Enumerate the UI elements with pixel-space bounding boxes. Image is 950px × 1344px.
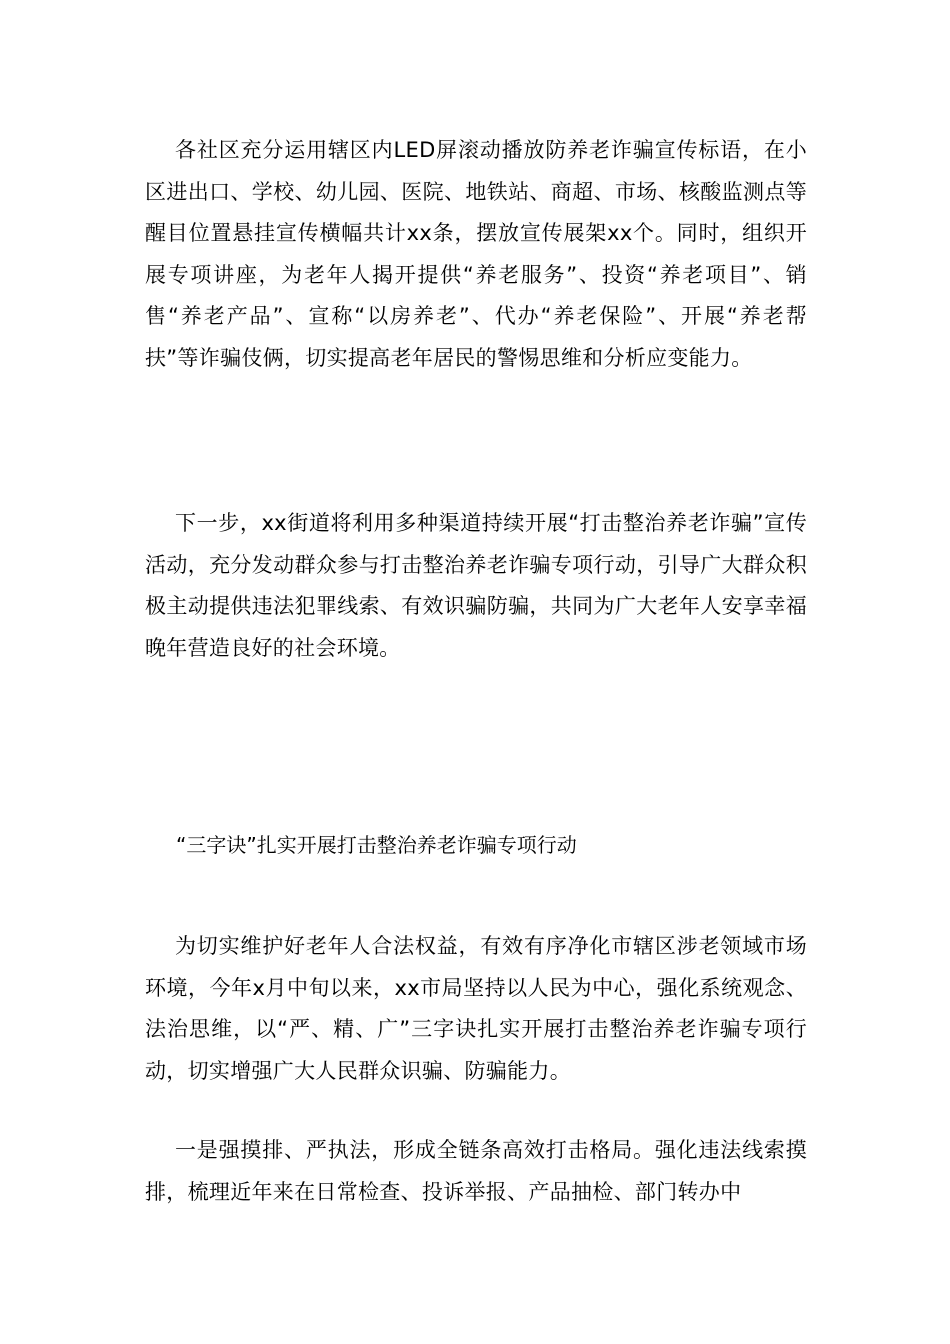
body-paragraph: 下一步，xx街道将利用多种渠道持续开展“打击整治养老诈骗”宣传活动，充分发动群众参与打击整治养老诈骗专项行动，引导广大群众积极主动提供违法犯罪线索、有效识骗防骗，共同为广大老年人安享幸福晚年营造良好的社会环境。: [145, 511, 807, 660]
body-paragraph: 各社区充分运用辖区内LED屏滚动播放防养老诈骗宣传标语，在小区进出口、学校、幼儿园、医院、地铁站、商超、市场、核酸监测点等醒目位置悬挂宣传横幅共计xx条，摆放宣传展架xx个。同时，组织开展专项讲座，为老年人揭开提供“养老服务”、投资“养老项目”、销售“养老产品”、宣称“以房养老”、代办“养老保险”、开展“养老帮扶”等诈骗伎俩，切实提高老年居民的警惕思维和分析应变能力。: [145, 138, 807, 370]
section-title: “三字诀”扎实开展打击整治养老诈骗专项行动: [176, 833, 577, 857]
body-paragraph: 一是强摸排、严执法，形成全链条高效打击格局。强化违法线索摸排，梳理近年来在日常检查、投诉举报、产品抽检、部门转办中: [145, 1138, 807, 1204]
body-paragraph: 为切实维护好老年人合法权益，有效有序净化市辖区涉老领域市场环境，今年x月中旬以来，xx市局坚持以人民为中心，强化系统观念、法治思维，以“严、精、广”三字诀扎实开展打击整治养老诈骗专项行动，切实增强广大人民群众识骗、防骗能力。: [145, 934, 807, 1083]
